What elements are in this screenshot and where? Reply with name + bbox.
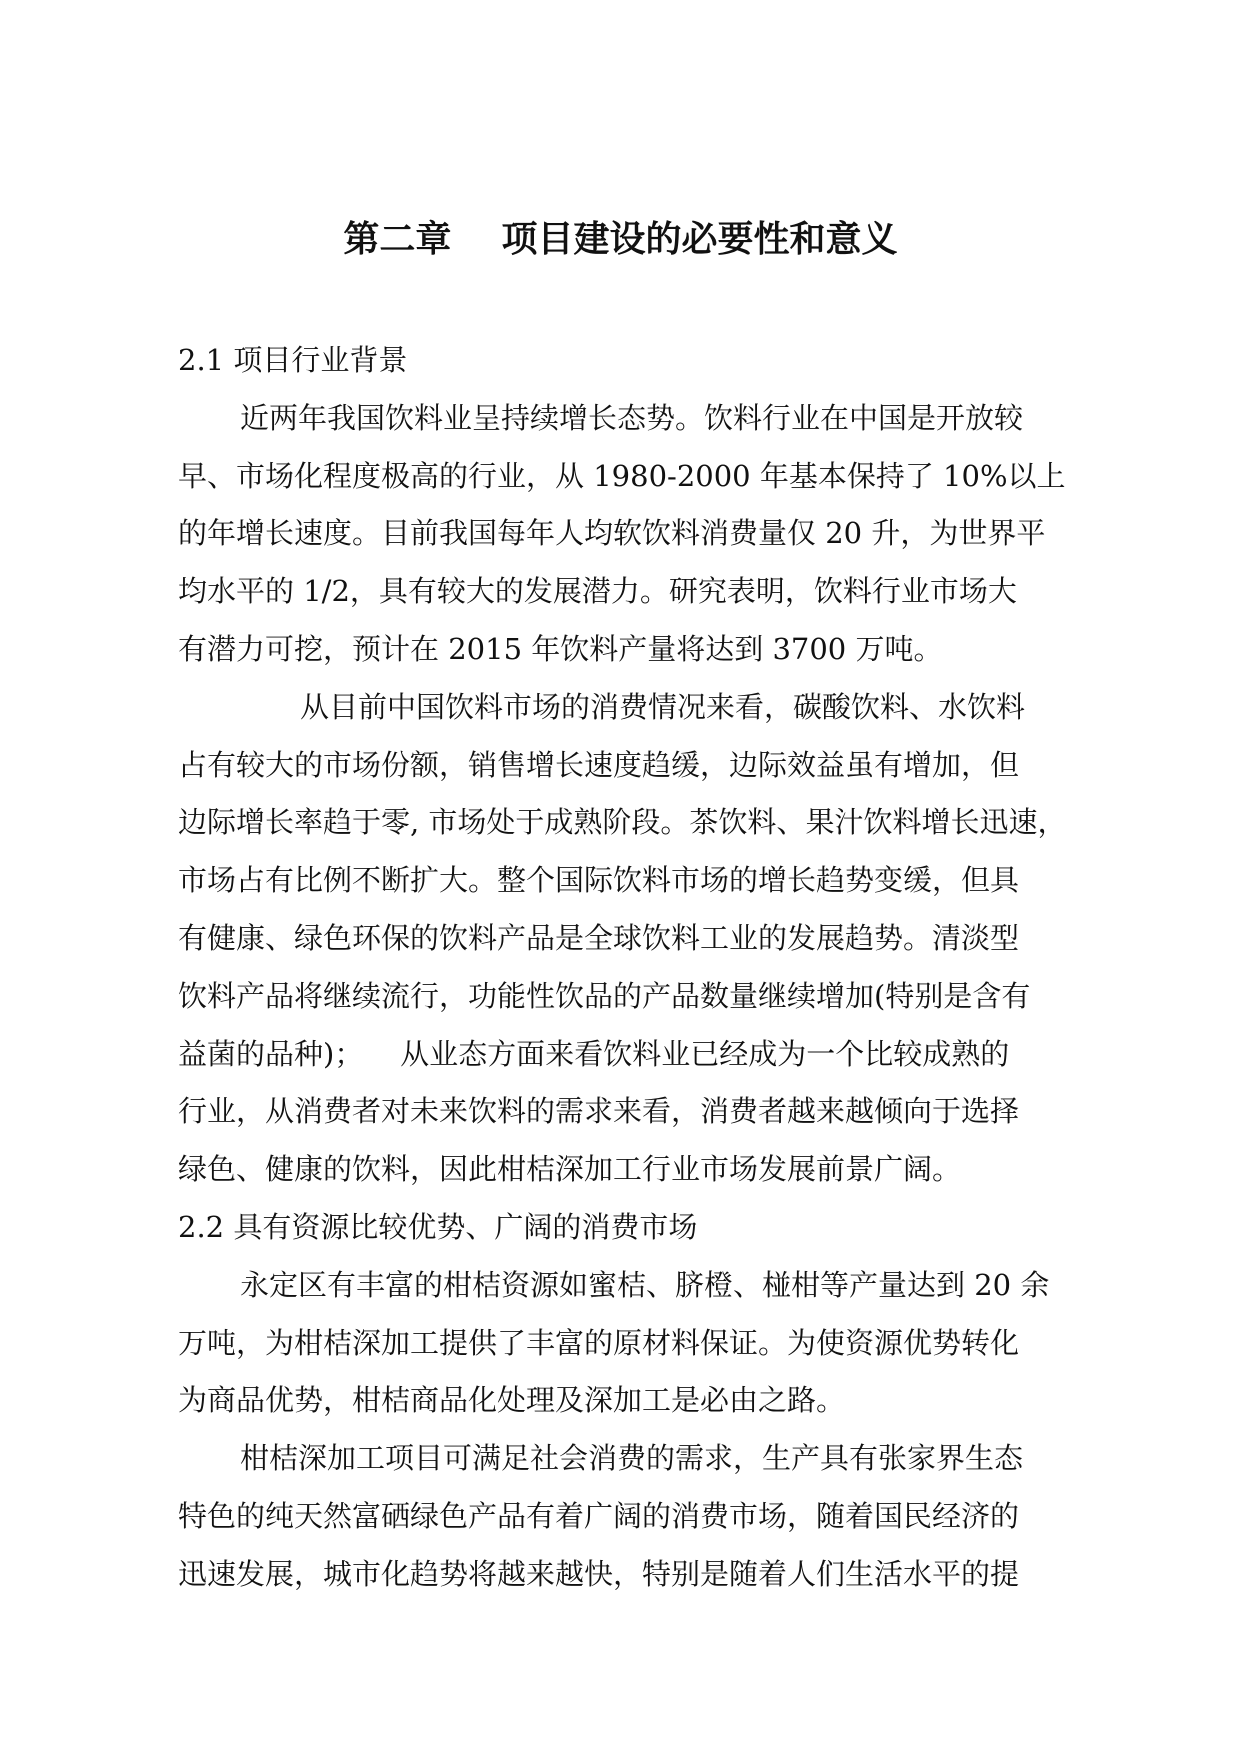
section-heading: 2.2 具有资源比较优势、广阔的消费市场 [178,1209,698,1244]
paragraph-line: 迅速发展，城市化趋势将越来越快，特别是随着人们生活水平的提 [178,1556,1020,1591]
paragraph-line: 早、市场化程度极高的行业，从 1980-2000 年基本保持了 10%以上 [178,458,1066,493]
paragraph-line: 行业，从消费者对未来饮料的需求来看，消费者越来越倾向于选择 [178,1094,1020,1129]
paragraph-line: 占有较大的市场份额，销售增长速度趋缓，边际效益虽有增加，但 [178,747,1020,782]
paragraph-line: 益菌的品种)； 从业态方面来看饮料业已经成为一个比较成熟的 [178,1036,1010,1071]
paragraph-line: 绿色、健康的饮料，因此柑桔深加工行业市场发展前景广阔。 [178,1152,962,1187]
paragraph-line: 均水平的 1/2，具有较大的发展潜力。研究表明，饮料行业市场大 [178,574,1017,609]
chapter-title: 第二章 项目建设的必要性和意义 [343,218,898,260]
paragraph-line: 饮料产品将继续流行，功能性饮品的产品数量继续增加(特别是含有 [178,978,1031,1013]
paragraph-line: 永定区有丰富的柑桔资源如蜜桔、脐橙、椪柑等产量达到 20 余 [240,1267,1050,1302]
paragraph-line: 特色的纯天然富硒绿色产品有着广阔的消费市场，随着国民经济的 [178,1498,1020,1533]
paragraph-line: 柑桔深加工项目可满足社会消费的需求，生产具有张家界生态 [240,1441,1024,1476]
paragraph-line: 为商品优势，柑桔商品化处理及深加工是必由之路。 [178,1383,846,1418]
section-heading: 2.1 项目行业背景 [178,343,408,377]
paragraph-line: 有潜力可挖，预计在 2015 年饮料产量将达到 3700 万吨。 [178,631,943,666]
paragraph-line: 从目前中国饮料市场的消费情况来看，碳酸饮料、水饮料 [300,689,1026,724]
body-text [178,332,1078,1604]
paragraph-line: 近两年我国饮料业呈持续增长态势。饮料行业在中国是开放较 [240,400,1024,435]
paragraph-line: 万吨，为柑桔深加工提供了丰富的原材料保证。为使资源优势转化 [178,1325,1020,1360]
paragraph-line: 的年增长速度。目前我国每年人均软饮料消费量仅 20 升，为世界平 [178,516,1046,551]
paragraph-line: 有健康、绿色环保的饮料产品是全球饮料工业的发展趋势。清淡型 [178,920,1020,955]
paragraph-line: 边际增长率趋于零, 市场处于成熟阶段。茶饮料、果汁饮料增长迅速， [178,805,1067,840]
paragraph-line: 市场占有比例不断扩大。整个国际饮料市场的增长趋势变缓，但具 [178,863,1020,898]
